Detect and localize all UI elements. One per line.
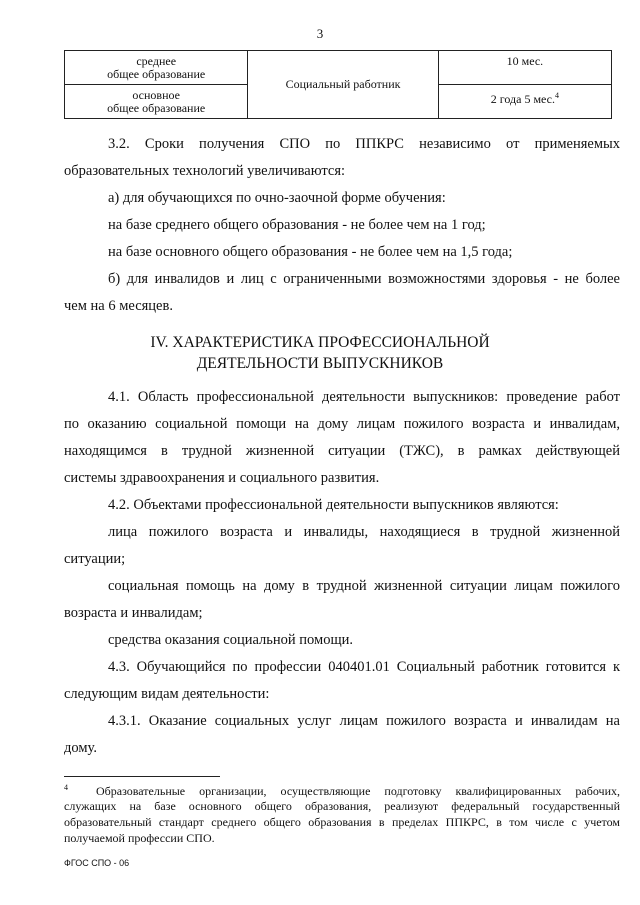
footnote-line: получаемой профессии СПО. (64, 831, 215, 845)
paragraph-line: 4.2. Объектами профессиональной деятельности выпускников являются: (108, 497, 559, 513)
footnote-divider (64, 776, 220, 777)
paragraph-line: на базе среднего общего образования - не более чем на 1 год; (108, 217, 486, 233)
footnote-line: образовательный стандарт среднего общего образования в пределах ППКРС, в том числе с учетом (64, 815, 620, 829)
paragraph-line: 4.1. Область профессиональной деятельности выпускников: проведение работ (108, 389, 620, 405)
paragraph-line: на базе основного общего образования - не более чем на 1,5 года; (108, 244, 513, 260)
footnote-reference: 4 (555, 91, 559, 100)
paragraph-line: по оказанию социальной помощи на дому лицам пожилого возраста и инвалидам, (64, 416, 620, 432)
paragraph-line: образовательных технологий увеличиваются: (64, 163, 346, 179)
education-level-line: общее образование (107, 66, 206, 81)
paragraph-line: а) для обучающихся по очно-заочной форме обучения: (108, 190, 446, 206)
paragraph-line: чем на 6 месяцев. (64, 298, 173, 314)
paragraph-line: 4.3.1. Оказание социальных услуг лицам пожилого возраста и инвалидам на (108, 713, 620, 729)
footnote-mark: 4 (64, 783, 68, 792)
paragraph-line: ситуации; (64, 551, 126, 567)
paragraph-line: средства оказания социальной помощи. (108, 632, 354, 648)
education-level-line: основное (132, 87, 180, 102)
paragraph-line: дому. (64, 740, 97, 756)
footnote-text: Образовательные организации, осуществляющие подготовку квалифицированных рабочих, (96, 784, 621, 798)
table-row (65, 51, 612, 85)
paragraph-line: 4.3. Обучающийся по профессии 040401.01 Социальный работник готовится к (108, 659, 620, 675)
paragraph-line: системы здравоохранения и социального развития. (64, 470, 380, 486)
table-cell-profession: Социальный работник (248, 51, 438, 119)
education-level-line: среднее (136, 53, 177, 68)
footer-document-code: ФГОС СПО - 06 (64, 858, 130, 868)
paragraph-line: находящимся в трудной жизненной ситуации (ТЖС), в рамках действующей (64, 443, 620, 459)
footnote-line (64, 783, 620, 799)
paragraph-line: следующим видам деятельности: (64, 686, 270, 702)
section-heading: ДЕЯТЕЛЬНОСТИ ВЫПУСКНИКОВ (196, 355, 444, 372)
table-cell-education-level (65, 85, 248, 119)
page-number: 3 (316, 26, 324, 41)
education-level-line: общее образование (107, 100, 206, 115)
footnote-line: служащих на базе основного общего образования, реализуют федеральный государственный (64, 799, 620, 813)
section-heading: IV. ХАРАКТЕРИСТИКА ПРОФЕССИОНАЛЬНОЙ (150, 334, 490, 351)
term-text: 2 года 5 мес. (490, 92, 555, 106)
paragraph-line: б) для инвалидов и лиц с ограниченными возможностями здоровья - не более (108, 271, 620, 287)
education-terms-table (64, 50, 612, 119)
paragraph-line: 3.2. Сроки получения СПО по ППКРС независимо от применяемых (108, 136, 620, 152)
table-cell-term (438, 85, 611, 119)
table-cell-term: 10 мес. (438, 51, 611, 85)
table-cell-education-level (65, 51, 248, 85)
paragraph-line: социальная помощь на дому в трудной жизненной ситуации лицам пожилого (108, 578, 620, 594)
paragraph-line: лица пожилого возраста и инвалиды, находящиеся в трудной жизненной (108, 524, 620, 540)
paragraph-line: возраста и инвалидам; (64, 605, 203, 621)
